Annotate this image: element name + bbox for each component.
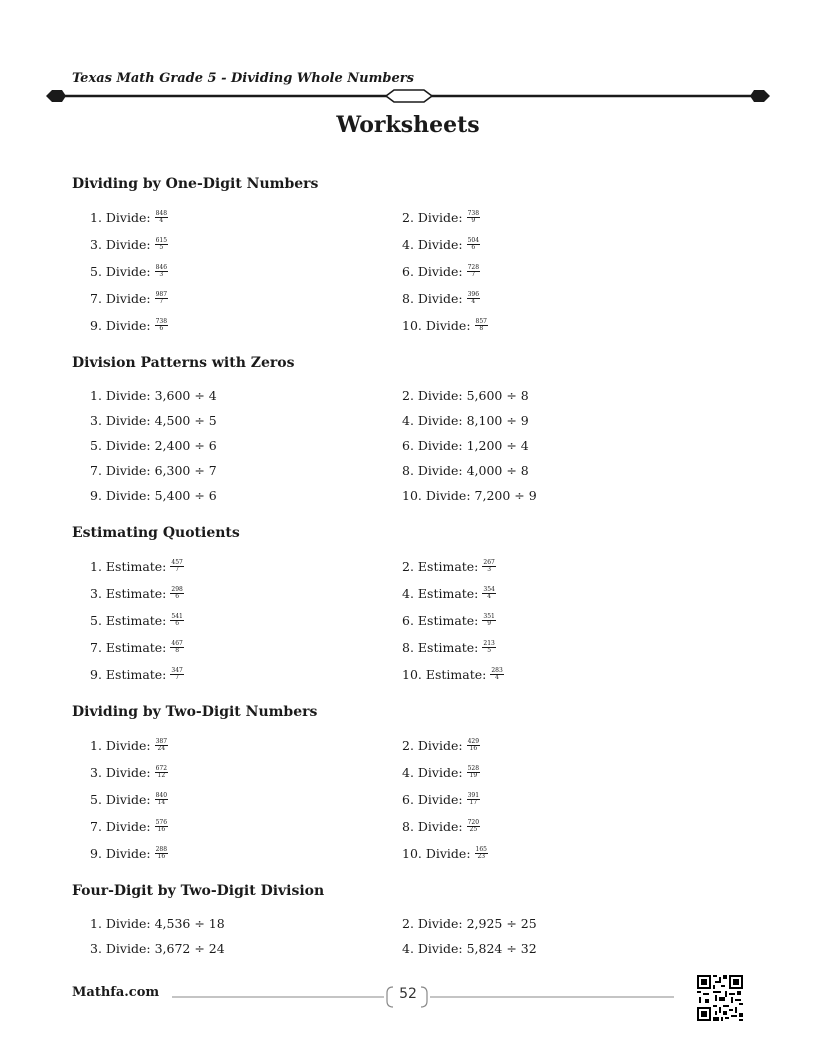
- problem-item: [90, 483, 402, 508]
- fraction-denominator: 7: [175, 674, 180, 681]
- problem-item: [402, 580, 714, 607]
- fraction: [170, 614, 183, 627]
- problem-label: 3. Estimate:: [90, 586, 167, 601]
- fraction: [475, 847, 488, 860]
- fraction-numerator: 504: [467, 237, 480, 244]
- problem-label: 8. Divide:: [402, 291, 463, 306]
- fraction-numerator: 457: [171, 559, 183, 566]
- fraction-numerator: 840: [155, 792, 168, 799]
- fraction: [155, 847, 168, 860]
- problem-item: [90, 231, 402, 258]
- problem-item: [90, 661, 402, 688]
- problem-item: [90, 258, 402, 285]
- fraction: [467, 265, 480, 278]
- fraction: [170, 641, 183, 654]
- fraction: [467, 211, 480, 224]
- fraction-numerator: 848: [155, 210, 168, 217]
- problem-grid: [90, 911, 752, 961]
- problem-item: [402, 759, 714, 786]
- header-title: Texas Math Grade 5 - Dividing Whole Numbers: [72, 71, 414, 86]
- fraction-denominator: 5: [159, 244, 164, 251]
- problem-grid: [90, 732, 752, 867]
- problem-label: 6. Divide:: [402, 792, 463, 807]
- fraction: [482, 641, 495, 654]
- problem-label: 9. Divide:: [90, 318, 151, 333]
- fraction-numerator: 467: [171, 640, 183, 647]
- problem-label: 2. Divide:: [402, 738, 463, 753]
- problem-label: 5. Divide:: [90, 792, 151, 807]
- fraction-numerator: 387: [155, 738, 168, 745]
- problem-label: 5. Estimate:: [90, 613, 167, 628]
- page-title: Worksheets: [336, 112, 480, 138]
- problem-label: 10. Divide: 7,200 ÷ 9: [402, 488, 537, 503]
- fraction-numerator: 288: [155, 846, 168, 853]
- fraction: [155, 319, 168, 332]
- problem-item: [402, 936, 714, 961]
- problem-item: [90, 634, 402, 661]
- fraction-denominator: 16: [157, 826, 166, 833]
- problem-label: 5. Divide:: [90, 264, 151, 279]
- fraction-numerator: 391: [467, 792, 480, 799]
- fraction: [155, 292, 168, 305]
- problem-label: 6. Estimate:: [402, 613, 479, 628]
- fraction-denominator: 14: [157, 799, 166, 806]
- problem-label: 8. Estimate:: [402, 640, 479, 655]
- problem-item: [402, 231, 714, 258]
- problem-label: 4. Divide:: [402, 237, 463, 252]
- fraction-denominator: 9: [487, 620, 492, 627]
- fraction-denominator: 6: [175, 620, 180, 627]
- fraction-denominator: 16: [469, 745, 478, 752]
- problem-item: [90, 312, 402, 339]
- problem-label: 3. Divide: 3,672 ÷ 24: [90, 941, 225, 956]
- problem-item: [402, 661, 714, 688]
- problem-item: [402, 840, 714, 867]
- problem-item: [402, 607, 714, 634]
- problem-label: 10. Divide:: [402, 318, 471, 333]
- fraction: [482, 587, 495, 600]
- problem-label: 6. Divide:: [402, 264, 463, 279]
- fraction-numerator: 987: [155, 291, 168, 298]
- problem-item: [402, 634, 714, 661]
- problem-item: [402, 312, 714, 339]
- fraction-numerator: 351: [483, 613, 495, 620]
- problem-item: [90, 433, 402, 458]
- problem-label: 2. Divide: 2,925 ÷ 25: [402, 916, 537, 931]
- problem-item: [90, 840, 402, 867]
- problem-grid: [90, 553, 752, 688]
- section-title: Division Patterns with Zeros: [72, 355, 295, 371]
- problem-label: 4. Divide: 8,100 ÷ 9: [402, 413, 529, 428]
- problem-item: [402, 483, 714, 508]
- fraction: [475, 319, 488, 332]
- fraction: [155, 739, 168, 752]
- fraction-numerator: 267: [483, 559, 495, 566]
- section-two-digit: [72, 704, 752, 867]
- fraction-numerator: 615: [155, 237, 168, 244]
- fraction-numerator: 165: [475, 846, 487, 853]
- fraction-denominator: 8: [175, 647, 180, 654]
- section-estimating: [72, 525, 752, 688]
- problem-label: 7. Divide:: [90, 291, 151, 306]
- problem-item: [90, 285, 402, 312]
- fraction: [482, 614, 495, 627]
- problem-item: [402, 383, 714, 408]
- problem-label: 2. Divide:: [402, 210, 463, 225]
- problem-label: 10. Divide:: [402, 846, 471, 861]
- problem-label: 1. Estimate:: [90, 559, 167, 574]
- section-one-digit: [72, 176, 752, 339]
- fraction: [155, 793, 168, 806]
- problem-grid: [90, 383, 752, 508]
- header-divider: [44, 86, 772, 106]
- fraction-denominator: 17: [469, 799, 478, 806]
- problem-label: 8. Divide: 4,000 ÷ 8: [402, 463, 529, 478]
- problem-item: [402, 911, 714, 936]
- section-title: Estimating Quotients: [72, 525, 240, 541]
- fraction: [155, 238, 168, 251]
- fraction-numerator: 429: [467, 738, 480, 745]
- fraction-numerator: 347: [171, 667, 183, 674]
- problem-label: 4. Divide: 5,824 ÷ 32: [402, 941, 537, 956]
- problem-label: 10. Estimate:: [402, 667, 487, 682]
- fraction-denominator: 16: [157, 853, 166, 860]
- section-four-digit: [72, 883, 752, 961]
- fraction: [467, 766, 480, 779]
- fraction-numerator: 541: [171, 613, 183, 620]
- problem-item: [90, 607, 402, 634]
- fraction-numerator: 857: [475, 318, 487, 325]
- fraction: [155, 820, 168, 833]
- problem-item: [402, 786, 714, 813]
- section-title: Dividing by One-Digit Numbers: [72, 176, 319, 192]
- problem-label: 7. Divide: 6,300 ÷ 7: [90, 463, 217, 478]
- problem-label: 9. Divide: 5,400 ÷ 6: [90, 488, 217, 503]
- fraction-denominator: 4: [471, 298, 476, 305]
- problem-item: [90, 813, 402, 840]
- section-title: Four-Digit by Two-Digit Division: [72, 883, 325, 899]
- problem-label: 8. Divide:: [402, 819, 463, 834]
- fraction-numerator: 720: [467, 819, 480, 826]
- fraction-denominator: 6: [471, 244, 476, 251]
- section-title: Dividing by Two-Digit Numbers: [72, 704, 318, 720]
- fraction-denominator: 4: [159, 217, 164, 224]
- fraction: [170, 560, 183, 573]
- problem-item: [402, 285, 714, 312]
- fraction-denominator: 7: [175, 566, 180, 573]
- fraction-numerator: 738: [155, 318, 168, 325]
- fraction: [155, 265, 168, 278]
- fraction-numerator: 213: [483, 640, 495, 647]
- problem-item: [402, 553, 714, 580]
- problem-label: 3. Divide:: [90, 237, 151, 252]
- fraction-denominator: 3: [487, 566, 492, 573]
- problem-item: [90, 458, 402, 483]
- problem-label: 2. Divide: 5,600 ÷ 8: [402, 388, 529, 403]
- problem-item: [90, 732, 402, 759]
- fraction-denominator: 25: [469, 826, 478, 833]
- problem-label: 7. Estimate:: [90, 640, 167, 655]
- fraction-numerator: 576: [155, 819, 168, 826]
- problem-item: [402, 258, 714, 285]
- fraction: [467, 793, 480, 806]
- fraction: [155, 766, 168, 779]
- fraction-numerator: 283: [491, 667, 503, 674]
- page-number: 52: [399, 986, 417, 1002]
- problem-label: 9. Estimate:: [90, 667, 167, 682]
- footer-brand: Mathfa.com: [72, 985, 160, 1000]
- problem-label: 1. Divide:: [90, 738, 151, 753]
- problem-item: [402, 732, 714, 759]
- fraction: [482, 560, 495, 573]
- fraction: [170, 587, 183, 600]
- fraction-denominator: 6: [175, 593, 180, 600]
- fraction-denominator: 7: [159, 298, 164, 305]
- problem-label: 2. Estimate:: [402, 559, 479, 574]
- fraction: [155, 211, 168, 224]
- section-patterns-zeros: [72, 355, 752, 508]
- fraction-numerator: 396: [467, 291, 480, 298]
- fraction-numerator: 298: [171, 586, 183, 593]
- problem-item: [90, 408, 402, 433]
- problem-label: 9. Divide:: [90, 846, 151, 861]
- problem-item: [402, 204, 714, 231]
- problem-item: [90, 204, 402, 231]
- problem-label: 3. Divide:: [90, 765, 151, 780]
- problem-label: 1. Divide:: [90, 210, 151, 225]
- fraction-numerator: 528: [467, 765, 480, 772]
- fraction-denominator: 9: [471, 217, 476, 224]
- fraction: [467, 238, 480, 251]
- fraction-denominator: 8: [479, 325, 484, 332]
- problem-item: [402, 433, 714, 458]
- fraction: [467, 739, 480, 752]
- fraction-denominator: 4: [495, 674, 499, 681]
- fraction-numerator: 738: [467, 210, 480, 217]
- problem-item: [90, 911, 402, 936]
- fraction-denominator: 3: [159, 271, 164, 278]
- problem-item: [402, 408, 714, 433]
- problem-label: 7. Divide:: [90, 819, 151, 834]
- fraction-denominator: 4: [487, 593, 492, 600]
- problem-item: [90, 383, 402, 408]
- problem-label: 5. Divide: 2,400 ÷ 6: [90, 438, 217, 453]
- problem-label: 4. Divide:: [402, 765, 463, 780]
- problem-label: 4. Estimate:: [402, 586, 479, 601]
- problem-item: [90, 580, 402, 607]
- problem-item: [90, 553, 402, 580]
- fraction: [467, 820, 480, 833]
- fraction-numerator: 728: [467, 264, 480, 271]
- problem-item: [90, 786, 402, 813]
- fraction-denominator: 12: [157, 772, 166, 779]
- problem-item: [402, 813, 714, 840]
- problem-label: 6. Divide: 1,200 ÷ 4: [402, 438, 529, 453]
- fraction-denominator: 23: [477, 853, 486, 860]
- fraction-numerator: 354: [483, 586, 495, 593]
- fraction-numerator: 672: [155, 765, 168, 772]
- fraction-denominator: 7: [471, 271, 476, 278]
- qr-code-icon: [697, 975, 743, 1021]
- fraction: [467, 292, 480, 305]
- problem-item: [90, 936, 402, 961]
- fraction-denominator: 5: [487, 647, 492, 654]
- fraction-numerator: 846: [155, 264, 168, 271]
- problem-label: 1. Divide: 3,600 ÷ 4: [90, 388, 217, 403]
- problem-item: [402, 458, 714, 483]
- problem-label: 3. Divide: 4,500 ÷ 5: [90, 413, 217, 428]
- fraction-denominator: 24: [157, 745, 166, 752]
- problem-label: 1. Divide: 4,536 ÷ 18: [90, 916, 225, 931]
- fraction: [170, 668, 183, 681]
- problem-item: [90, 759, 402, 786]
- fraction: [490, 668, 503, 681]
- problem-grid: [90, 204, 752, 339]
- fraction-denominator: 19: [469, 772, 478, 779]
- fraction-denominator: 6: [159, 325, 164, 332]
